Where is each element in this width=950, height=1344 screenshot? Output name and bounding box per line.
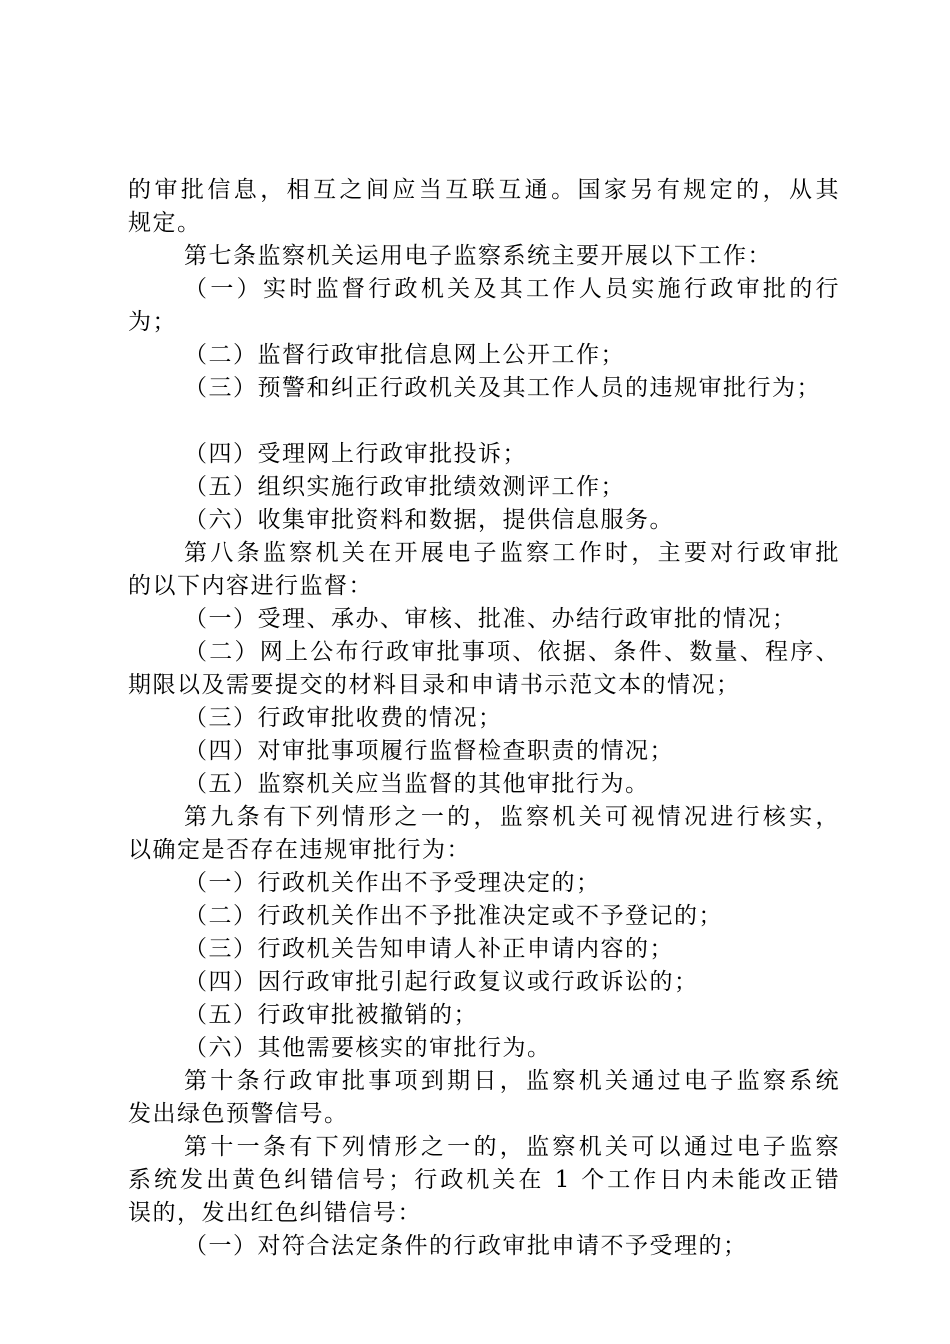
text-line: （四）因行政审批引起行政复议或行政诉讼的； [184, 969, 699, 995]
text-line: （五）组织实施行政审批绩效测评工作； [184, 474, 625, 500]
text-line: （三）预警和纠正行政机关及其工作人员的违规审批行为； [184, 375, 821, 401]
text-line: （五）行政审批被撤销的； [184, 1002, 478, 1028]
text-line: 发出绿色预警信号。 [128, 1101, 349, 1127]
text-line: 第九条有下列情形之一的，监察机关可视情况进行核实， [184, 804, 840, 830]
text-line: （三）行政审批收费的情况； [184, 705, 503, 731]
text-line: （二）监督行政审批信息网上公开工作； [184, 342, 625, 368]
text-line: 的审批信息，相互之间应当互联互通。国家另有规定的，从其 [128, 177, 840, 203]
text-line: 第八条监察机关在开展电子监察工作时，主要对行政审批 [184, 540, 840, 566]
text-line: （三）行政机关告知申请人补正申请内容的； [184, 936, 674, 962]
text-line: （六）其他需要核实的审批行为。 [184, 1035, 552, 1061]
text-line: （一）实时监督行政机关及其工作人员实施行政审批的行 [184, 276, 840, 302]
text-line: 第七条监察机关运用电子监察系统主要开展以下工作： [184, 243, 772, 269]
text-line: （四）对审批事项履行监督检查职责的情况； [184, 738, 674, 764]
text-line: （一）对符合法定条件的行政审批申请不予受理的； [184, 1233, 748, 1259]
text-line: （二）行政机关作出不予批准决定或不予登记的； [184, 903, 723, 929]
text-line: 为； [128, 309, 177, 335]
text-line: （一）行政机关作出不予受理决定的； [184, 870, 601, 896]
text-line: 规定。 [128, 210, 202, 236]
document-page [128, 174, 840, 1263]
text-line: （六）收集审批资料和数据，提供信息服务。 [184, 507, 674, 533]
text-line: （四）受理网上行政审批投诉； [184, 441, 527, 467]
text-line: 系统发出黄色纠错信号；行政机关在 1 个工作日内未能改正错 [128, 1167, 840, 1193]
text-line: （二）网上公布行政审批事项、依据、条件、数量、程序、 [184, 639, 840, 665]
blank-line [128, 405, 840, 438]
text-line: 期限以及需要提交的材料目录和申请书示范文本的情况； [128, 672, 741, 698]
text-line: （一）受理、承办、审核、批准、办结行政审批的情况； [184, 606, 797, 632]
text-line: 以确定是否存在违规审批行为： [128, 837, 471, 863]
text-line: 第十一条有下列情形之一的，监察机关可以通过电子监察 [184, 1134, 840, 1160]
text-line: （五）监察机关应当监督的其他审批行为。 [184, 771, 650, 797]
text-line: 的以下内容进行监督： [128, 573, 373, 599]
text-line: 误的，发出红色纠错信号： [128, 1200, 422, 1226]
text-line: 第十条行政审批事项到期日，监察机关通过电子监察系统 [184, 1068, 840, 1094]
document-body [128, 174, 840, 1263]
